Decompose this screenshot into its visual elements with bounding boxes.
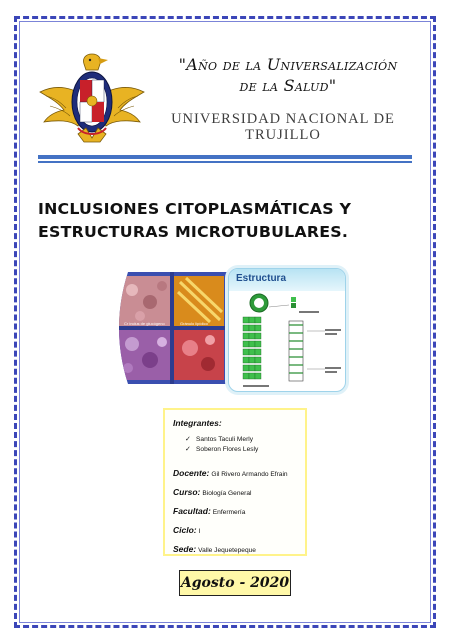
cycle-value: I xyxy=(198,528,201,535)
teacher-label: Docente: xyxy=(173,468,210,478)
course-row xyxy=(173,487,297,497)
member-item xyxy=(185,435,297,445)
document-title: INCLUSIONES CITOPLASMÁTICAS Y ESTRUCTURAS MICROTUBULARES. xyxy=(38,200,352,241)
members-heading: Integrantes: xyxy=(173,418,222,428)
campus-value: Valle Jequetepeque xyxy=(198,547,256,554)
student-info-box xyxy=(163,408,307,556)
structure-header xyxy=(229,269,345,291)
teacher-value: Gil Rivero Armando Efrain xyxy=(211,471,288,478)
micrograph-image xyxy=(110,272,228,384)
member-item xyxy=(185,445,297,455)
member-name: Soberon Flores Lesly xyxy=(196,446,259,453)
faculty-value: Enfermería xyxy=(212,509,246,516)
checkmark-icon: ✓ xyxy=(185,436,191,443)
faculty-row xyxy=(173,506,297,516)
campus-label: Sede: xyxy=(173,544,197,554)
faculty-label: Facultad: xyxy=(173,506,211,516)
header-rule xyxy=(38,155,412,159)
course-label: Curso: xyxy=(173,487,201,497)
cycle-label: Ciclo: xyxy=(173,525,197,535)
date-label: Agosto - 2020 xyxy=(179,570,291,596)
motto-text: "Año de la Universalización de la Salud" xyxy=(178,55,398,95)
microtubule-diagram xyxy=(229,291,346,392)
checkmark-icon: ✓ xyxy=(185,446,191,453)
university-name: UNIVERSIDAD NACIONAL DE TRUJILLO xyxy=(171,111,395,143)
teacher-row xyxy=(173,468,297,478)
campus-row xyxy=(173,544,297,554)
header-rule-thin xyxy=(38,161,412,163)
cycle-row xyxy=(173,525,297,535)
structure-diagram-image xyxy=(228,268,346,392)
micrograph-label-2: Gránulo lipídico xyxy=(180,321,208,326)
university-seal-logo xyxy=(38,50,146,150)
structure-header-label: Estructura xyxy=(236,273,287,284)
member-name: Santos Taculi Merly xyxy=(196,436,254,443)
course-value: Biología General xyxy=(202,490,252,497)
micrograph-label-1: Cr inclus de glucógeno xyxy=(124,321,165,326)
